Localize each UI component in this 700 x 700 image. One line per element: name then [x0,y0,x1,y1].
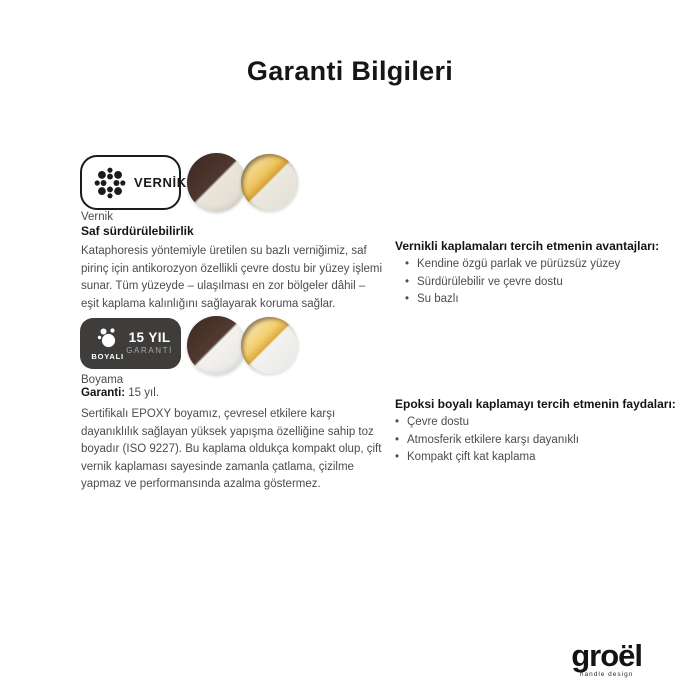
vernik-subtitle: Saf sürdürülebilirlik [81,224,194,238]
boyali-badge-guarantee: GARANTİ [126,346,173,355]
vernik-badge [80,155,187,210]
warranty-label: Garanti: [81,387,126,399]
boyali-swatch-brown [187,316,246,375]
warranty-line [81,387,159,399]
list-item: • Su bazlı [395,291,680,309]
brand-logo-text: groël [571,638,642,673]
vernik-swatch-gold [241,154,298,211]
vernik-dots-icon [91,164,129,202]
boyali-advantages-title: Epoksi boyalı kaplamayı tercih etmenin faydaları: [395,397,676,411]
boyali-swatch-gold [241,317,298,374]
page-title: Garanti Bilgileri [246,56,454,86]
warranty-value: 15 yıl. [125,387,159,399]
boyali-badge [80,318,181,369]
list-item: • Kendine özgü parlak ve pürüzsüz yüzey [395,256,680,274]
brand-logo-tagline: handle design [579,671,634,678]
boyali-description: Sertifikalı EPOXY boyamız, çevresel etkilere karşı dayanıklılık sağlayan yüksek yapışma özelliğine sahip toz boyadır (ISO 9227). Bu kaplama oldukça kompakt olup, çift vernik kaplaması sayesinde zamanla çatlama, çizilme yapmaz ve performansında azalma göstermez. [81,408,382,490]
list-item: • Sürdürülebilir ve çevre dostu [395,274,680,292]
boyali-badge-side-label: BOYALI [91,352,124,361]
boyali-advantages-list [395,414,680,467]
vernik-label: Vernik [81,211,113,223]
boyama-label: Boyama [81,374,124,386]
boyali-badge-years: 15 YIL [128,330,171,345]
vernik-swatch-brown [187,153,246,212]
vernik-advantages-title: Vernikli kaplamaları tercih etmenin avantajları: [395,239,660,253]
list-item: • Çevre dostu [395,414,680,432]
vernik-description: Kataphoresis yöntemiyle üretilen su bazlı verniğimiz, saf pirinç için antikorozyon özellikli çevre dostu bir yüzey işlemi sunar. Tüm yüzeyde – ulaşılması en zor bölgeler dâhil – eşit kaplama kalınlığını sağlayarak koruma sağlar. [81,245,383,310]
paint-splatter-icon [95,326,121,351]
list-item: • Kompakt çift kat kaplama [395,449,680,467]
list-item: • Atmosferik etkilere karşı dayanıklı [395,432,680,450]
brand-logo [571,638,642,678]
vernik-badge-label: VERNİK [134,175,187,190]
vernik-advantages-list [395,256,680,309]
